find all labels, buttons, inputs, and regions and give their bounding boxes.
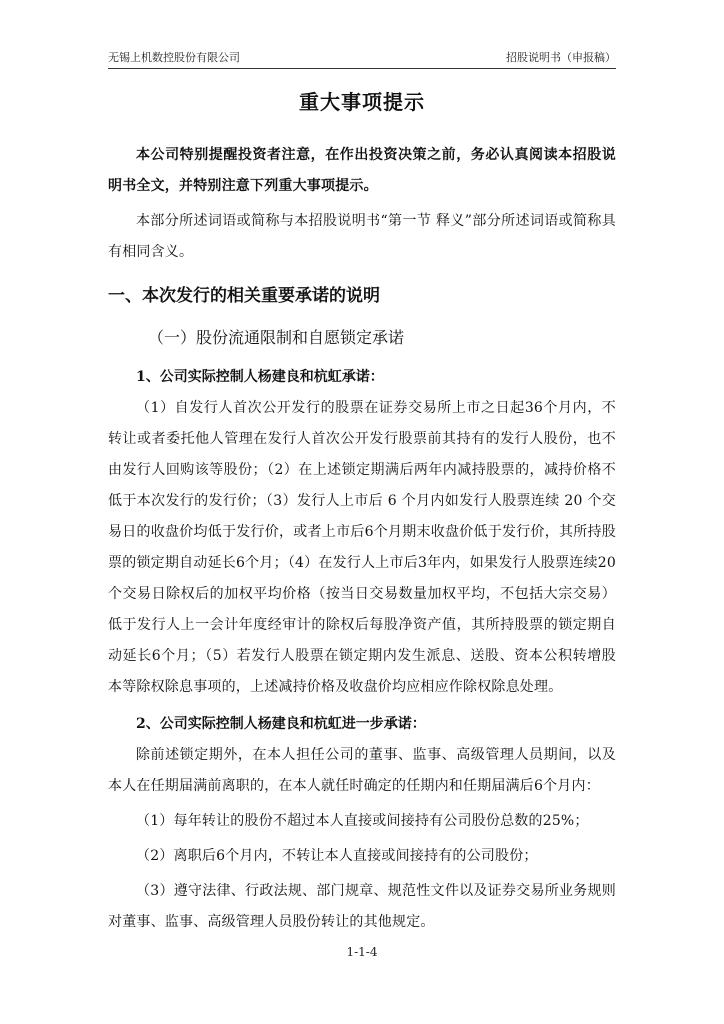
header-document-name: 招股说明书（申报稿）: [506, 51, 616, 64]
item-2-intro: 除前述锁定期外，在本人担任公司的董事、监事、高级管理人员期间，以及本人在任期届满前离职的，在本人就任时确定的任期内和任期届满后6个月内：: [108, 747, 616, 794]
header-company-name: 无锡上机数控股份有限公司: [108, 51, 240, 64]
document-body: [108, 140, 616, 938]
item-2-clause-1: （1）每年转让的股份不超过本人直接或间接持有公司股份总数的25%；: [136, 813, 589, 829]
page-number: 1-1-4: [346, 945, 378, 959]
section-1-heading: 一、本次发行的相关重要承诺的说明: [108, 286, 380, 306]
item-2-clause-3: （3）遵守法律、行政法规、部门规章、规范性文件以及证券交易所业务规则对董事、监事、高级管理人员股份转让的其他规定。: [108, 883, 616, 930]
item-1-text: （1）自发行人首次公开发行的股票在证券交易所上市之日起36个月内，不转让或者委托他人管理在发行人首次公开发行股票前其持有的发行人股份，也不由发行人回购该等股份；（2）在上述锁定期满后两年内减持股票的，减持价格不低于本次发行的发行价；（3）发行人上市后 6 个月内如发行人股票连续 20 个交易日的收盘价均低于发行价，或者上市后6个月期末收盘价低于发行价，其所持股票的锁定期自动延长6个月；（4）在发行人上市后3年内，如果发行人股票连续20个交易日除权后的加权平均价格（按当日交易数量加权平均，不包括大宗交易）低于发行人上一会计年度经审计的除权后每股净资产值，其所持股票的锁定期自动延长6个月；（5）若发行人股票在锁定期内发生派息、送股、资本公积转增股本等除权除息事项的，上述减持价格及收盘价均应相应作除权除息处理。: [108, 400, 616, 695]
intro-paragraph-2: 本部分所述词语或简称与本招股说明书“第一节 释义”部分所述词语或简称具有相同含义。: [108, 213, 616, 260]
intro-paragraph-1: 本公司特别提醒投资者注意，在作出投资决策之前，务必认真阅读本招股说明书全文，并特别注意下列重大事项提示。: [108, 147, 616, 194]
page-title: 重大事项提示: [299, 90, 425, 114]
item-1-heading: 1、公司实际控制人杨建良和杭虹承诺：: [136, 369, 384, 385]
page-header: [108, 49, 616, 67]
subsection-1-heading: （一）股份流通限制和自愿锁定承诺: [148, 328, 405, 347]
item-2-heading: 2、公司实际控制人杨建良和杭虹进一步承诺：: [136, 716, 426, 732]
item-2-clause-2: （2）离职后6个月内，不转让本人直接或间接持有的公司股份；: [136, 848, 538, 864]
header-divider: [108, 68, 616, 69]
